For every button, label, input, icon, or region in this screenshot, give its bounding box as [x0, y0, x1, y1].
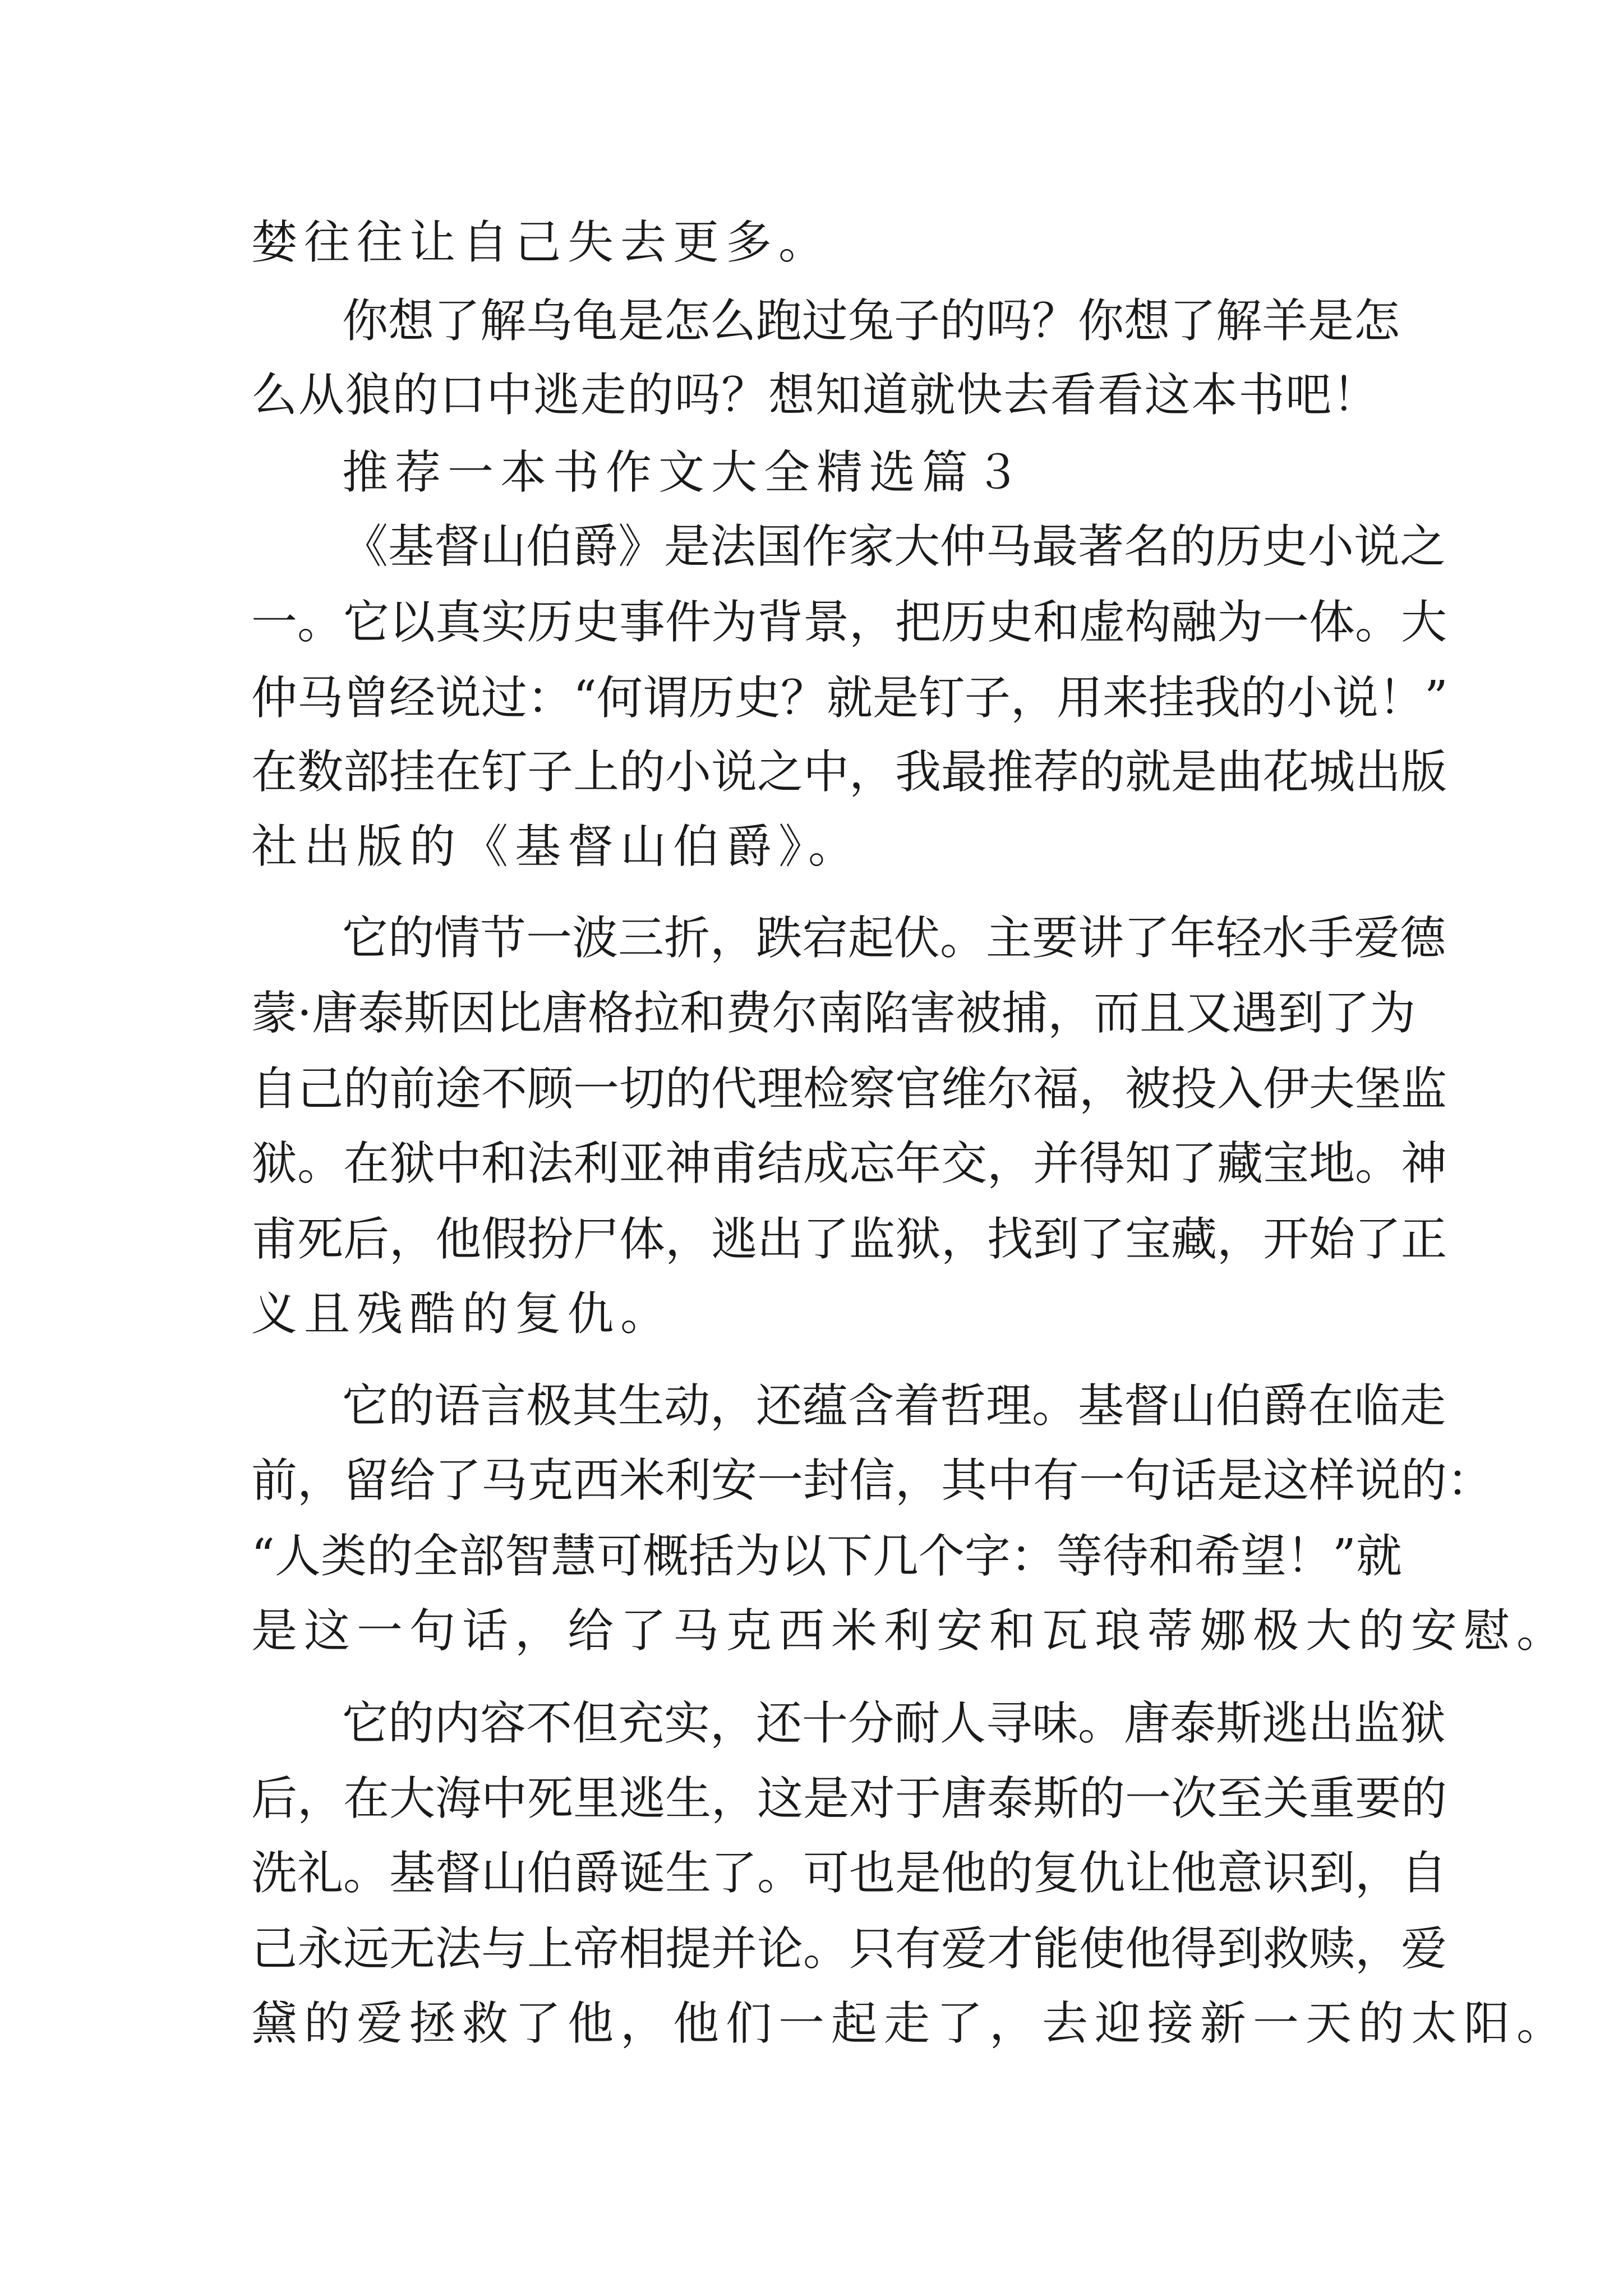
text-line: 洗礼。基督山伯爵诞生了。可也是他的复仇让他意识到，自: [251, 1847, 1447, 1900]
text-line: 黛的爱拯救了他，他们一起走了，去迎接新一天的太阳。: [251, 1997, 1570, 2050]
text-line: 仲马曾经说过：“何谓历史？就是钉子，用来挂我的小说！”: [251, 671, 1448, 725]
text-line: 它的语言极其生动，还蕴含着哲理。基督山伯爵在临走: [342, 1379, 1446, 1433]
text-line: 么从狼的口中逃走的吗？想知道就快去看看这本书吧！: [251, 369, 1378, 422]
text-line: 狱。在狱中和法利亚神甫结成忘年交，并得知了藏宝地。神: [251, 1137, 1447, 1190]
text-line: 自己的前途不顾一切的代理检察官维尔福，被投入伊夫堡监: [251, 1062, 1447, 1116]
text-line: 一。它以真实历史事件为背景，把历史和虚构融为一体。大: [251, 596, 1447, 649]
text-line: “人类的全部智慧可概括为以下几个字：等待和希望！”就: [251, 1530, 1402, 1583]
text-line: 是这一句话，给了马克西米利安和瓦琅蒂娜极大的安慰。: [251, 1604, 1570, 1658]
text-line: 社出版的《基督山伯爵》。: [251, 820, 861, 873]
text-line: 它的情节一波三折，跌宕起伏。主要讲了年轻水手爱德: [342, 912, 1446, 965]
text-line: 在数部挂在钉子上的小说之中，我最推荐的就是曲花城出版: [251, 746, 1447, 799]
text-line: 《基督山伯爵》是法国作家大仲马最著名的历史小说之: [342, 520, 1446, 573]
text-line: 甫死后，他假扮尸体，逃出了监狱，找到了宝藏，开始了正: [251, 1213, 1447, 1266]
text-line: 义且残酷的复仇。: [251, 1287, 674, 1341]
section-heading: 推荐一本书作文大全精选篇３: [342, 446, 1028, 499]
text-line: 它的内容不但充实，还十分耐人寻味。唐泰斯逃出监狱: [342, 1697, 1446, 1750]
text-line: 蒙·唐泰斯因比唐格拉和费尔南陷害被捕，而且又遇到了为: [251, 987, 1416, 1040]
text-line: 后，在大海中死里逃生，这是对于唐泰斯的一次至关重要的: [251, 1772, 1447, 1825]
text-line: 己永远无法与上帝相提并论。只有爱才能使他得到救赎，爱: [251, 1922, 1447, 1976]
text-line: 你想了解乌龟是怎么跑过兔子的吗？你想了解羊是怎: [342, 295, 1400, 348]
text-line: 婪往往让自己失去更多。: [251, 216, 832, 269]
text-line: 前，留给了马克西米利安一封信，其中有一句话是这样说的：: [251, 1454, 1493, 1507]
